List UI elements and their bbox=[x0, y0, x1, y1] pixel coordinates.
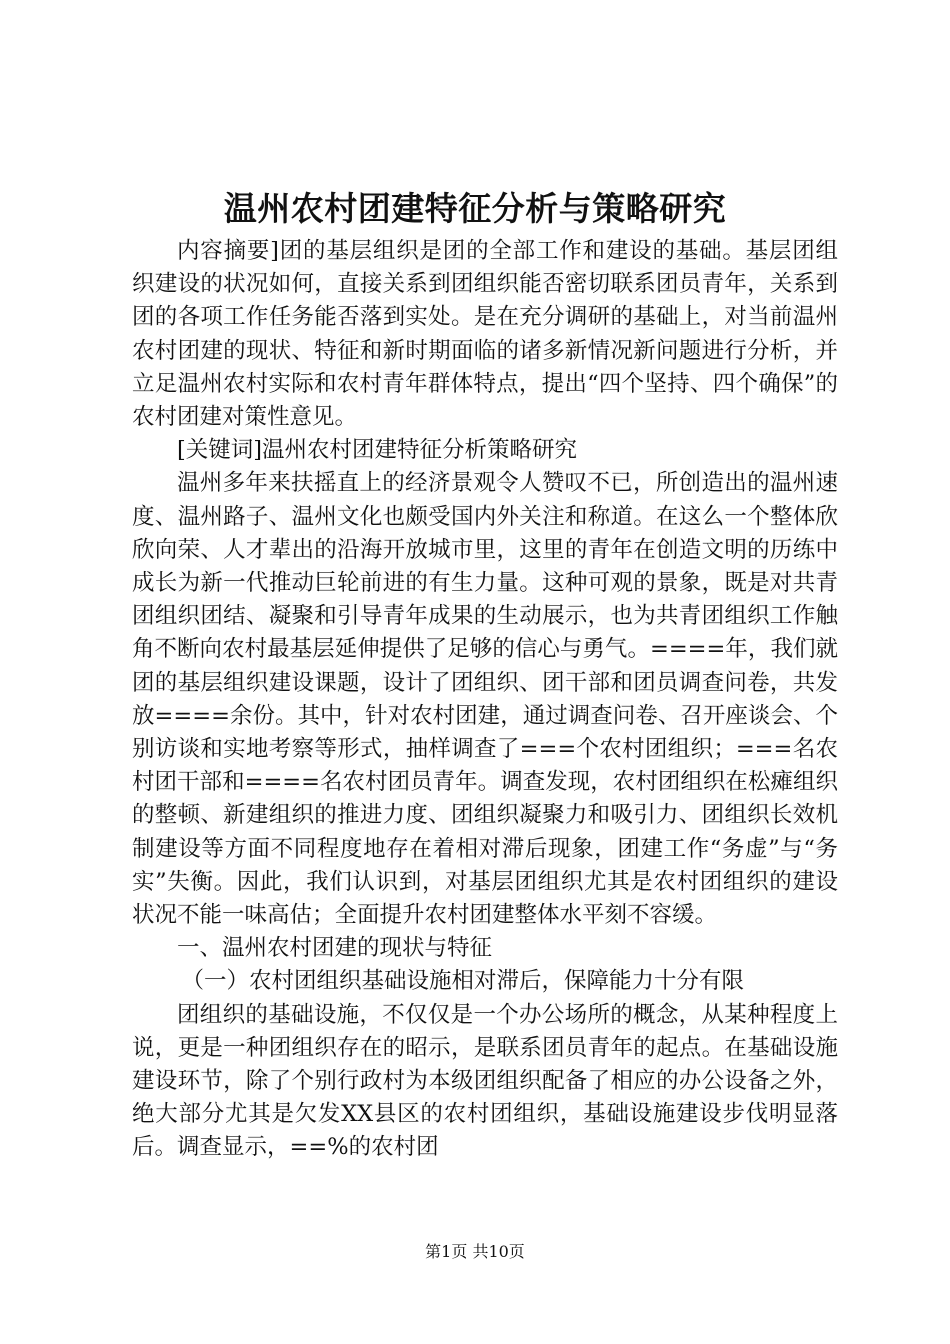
subsection-heading: （一）农村团组织基础设施相对滞后，保障能力十分有限 bbox=[181, 968, 745, 995]
abstract-paragraph: 内容摘要]团的基层组织是团的全部工作和建设的基础。基层团组织建设的状况如何，直接关系到团组织能否密切联系团员青年，关系到团的各项工作任务能否落到实处。是在充分调研的基础上，对当前温州农村团建的现状、特征和新时期面临的诸多新情况新问题进行分析，并立足温州农村实际和农村青年群体特点，提出“四个坚持、四个确保”的农村团建对策性意见。 bbox=[132, 238, 838, 431]
document-title: 温州农村团建特征分析与策略研究 bbox=[223, 189, 727, 228]
body-paragraph: 温州多年来扶摇直上的经济景观令人赞叹不已，所创造出的温州速度、温州路子、温州文化也颇受国内外关注和称道。在这么一个整体欣欣向荣、人才辈出的沿海开放城市里，这里的青年在创造文明的历练中成长为新一代推动巨轮前进的有生力量。这种可观的景象，既是对共青团组织团结、凝聚和引导青年成果的生动展示，也为共青团组织工作触角不断向农村最基层延伸提供了足够的信心与勇气。====年，我们就团的基层组织建设课题，设计了团组织、团干部和团员调查问卷，共发放====余份。其中，针对农村团建，通过调查问卷、召开座谈会、个别访谈和实地考察等形式，抽样调查了===个农村团组织；===名农村团干部和====名农村团员青年。调查发现，农村团组织在松瘫组织的整顿、新建组织的推进力度、团组织凝聚力和吸引力、团组织长效机制建设等方面不同程度地存在着相对滞后现象，团建工作“务虚”与“务实”失衡。因此，我们认识到，对基层团组织尤其是农村团组织的建设状况不能一味高估；全面提升农村团建整体水平刻不容缓。 bbox=[132, 470, 838, 929]
document-body bbox=[132, 235, 838, 1165]
page-footer: 第1页 共10页 bbox=[425, 1242, 525, 1261]
body-paragraph: 团组织的基础设施，不仅仅是一个办公场所的概念，从某种程度上说，更是一种团组织存在的昭示，是联系团员青年的起点。在基础设施建设环节，除了个别行政村为本级团组织配备了相应的办公设备之外，绝大部分尤其是欠发XX县区的农村团组织，基础设施建设步伐明显落后。调查显示，==%的农村团 bbox=[132, 1001, 838, 1161]
section-heading: 一、温州农村团建的现状与特征 bbox=[177, 935, 493, 962]
keywords-paragraph: [关键词]温州农村团建特征分析策略研究 bbox=[177, 437, 578, 464]
